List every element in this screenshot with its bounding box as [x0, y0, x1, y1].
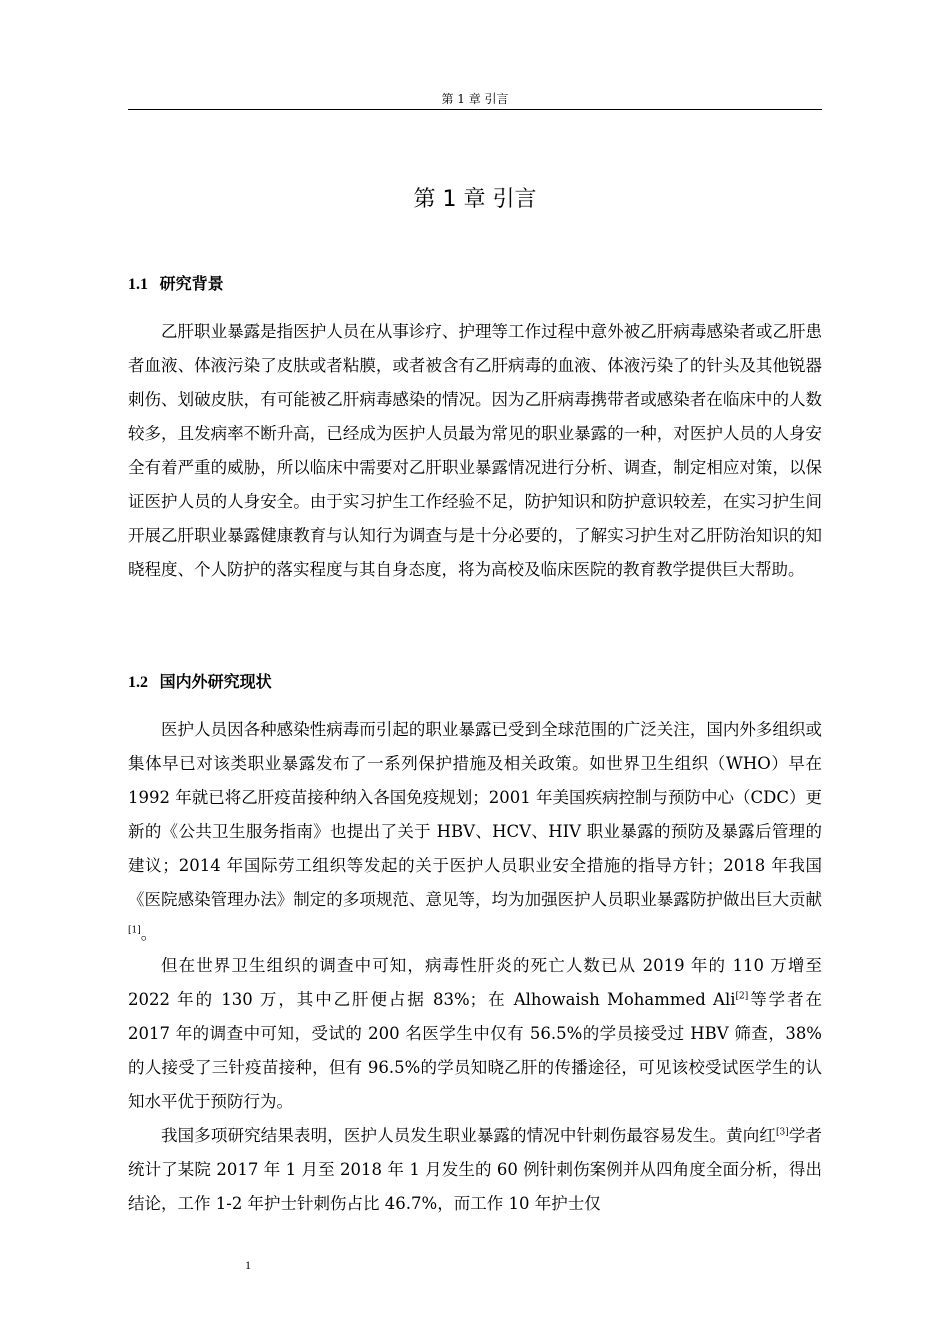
citation-ref: [2]	[735, 991, 749, 1002]
header-rule	[128, 109, 822, 110]
paragraph-text: 学者统计了某院 2017 年 1 月至 2018 年 1 月发生的 60 例针刺伤案例并从四角度全面分析，得出结论，工作 1-2 年护士针刺伤占比 46.7%，而工作 10 年护士仅	[128, 1126, 823, 1213]
chapter-title: 第 1 章 引言	[413, 187, 537, 212]
section-heading-1-2	[128, 670, 822, 695]
paragraph-status-intro	[128, 713, 822, 951]
paragraph-text: 等学者在 2017 年的调查中可知，受试的 200 名医学生中仅有 56.5%的学员接受过 HBV 筛查，38%的人接受了三针疫苗接种，但有 96.5%的学员知晓乙肝的传播途径，可见该校受试医学生的认知水平优于预防行为。	[128, 990, 822, 1111]
paragraph-text: 医护人员因各种感染性病毒而引起的职业暴露已受到全球范围的广泛关注，国内外多组织或集体早已对该类职业暴露发布了一系列保护措施及相关政策。如世界卫生组织（WHO）早在 1992 年就已将乙肝疫苗接种纳入各国免疫规划；2001 年美国疾病控制与预防中心（CDC）更新的《公共卫生服务指南》也提出了关于 HBV、HCV、HIV 职业暴露的预防及暴露后管理的建议；2014 年国际劳工组织等发起的关于医护人员职业安全措施的指导方针；2018 年我国《医院感染管理办法》制定的多项规范、意见等，均为加强医护人员职业暴露防护做出巨大贡献	[128, 720, 822, 909]
citation-ref: [3]	[776, 1127, 789, 1138]
citation-ref: [1]	[128, 925, 141, 936]
paragraph-text: 我国多项研究结果表明，医护人员发生职业暴露的情况中针刺伤最容易发生。黄向红	[161, 1126, 777, 1145]
paragraph-who-survey	[128, 949, 822, 1119]
section-title: 研究背景	[159, 274, 224, 293]
section-number: 1.2	[128, 674, 148, 691]
paragraph-text: 。	[140, 924, 158, 943]
page-number: 1	[245, 1258, 251, 1272]
section-heading-1-1	[128, 272, 822, 297]
section-number: 1.1	[128, 276, 148, 293]
paragraph-needlestick	[128, 1119, 822, 1221]
paragraph-background: 乙肝职业暴露是指医护人员在从事诊疗、护理等工作过程中意外被乙肝病毒感染者或乙肝患者血液、体液污染了皮肤或者粘膜，或者被含有乙肝病毒的血液、体液污染了的针头及其他锐器刺伤、划破皮肤，有可能被乙肝病毒感染的情况。因为乙肝病毒携带者或感染者在临床中的人数较多，且发病率不断升高，已经成为医护人员最为常见的职业暴露的一种，对医护人员的人身安全有着严重的威胁，所以临床中需要对乙肝职业暴露情况进行分析、调查，制定相应对策，以保证医护人员的人身安全。由于实习护生工作经验不足，防护知识和防护意识较差，在实习护生间开展乙肝职业暴露健康教育与认知行为调查与是十分必要的，了解实习护生对乙肝防治知识的知晓程度、个人防护的落实程度与其自身态度，将为高校及临床医院的教育教学提供巨大帮助。	[128, 322, 822, 579]
paragraph-text: 但在世界卫生组织的调查中可知，病毒性肝炎的死亡人数已从 2019 年的 110 万增至 2022 年的 130 万，其中乙肝便占据 83%；在 Alhowaish Mohammed Ali	[128, 956, 822, 1009]
section-title: 国内外研究现状	[159, 672, 272, 691]
running-header: 第 1 章 引言	[441, 92, 509, 106]
